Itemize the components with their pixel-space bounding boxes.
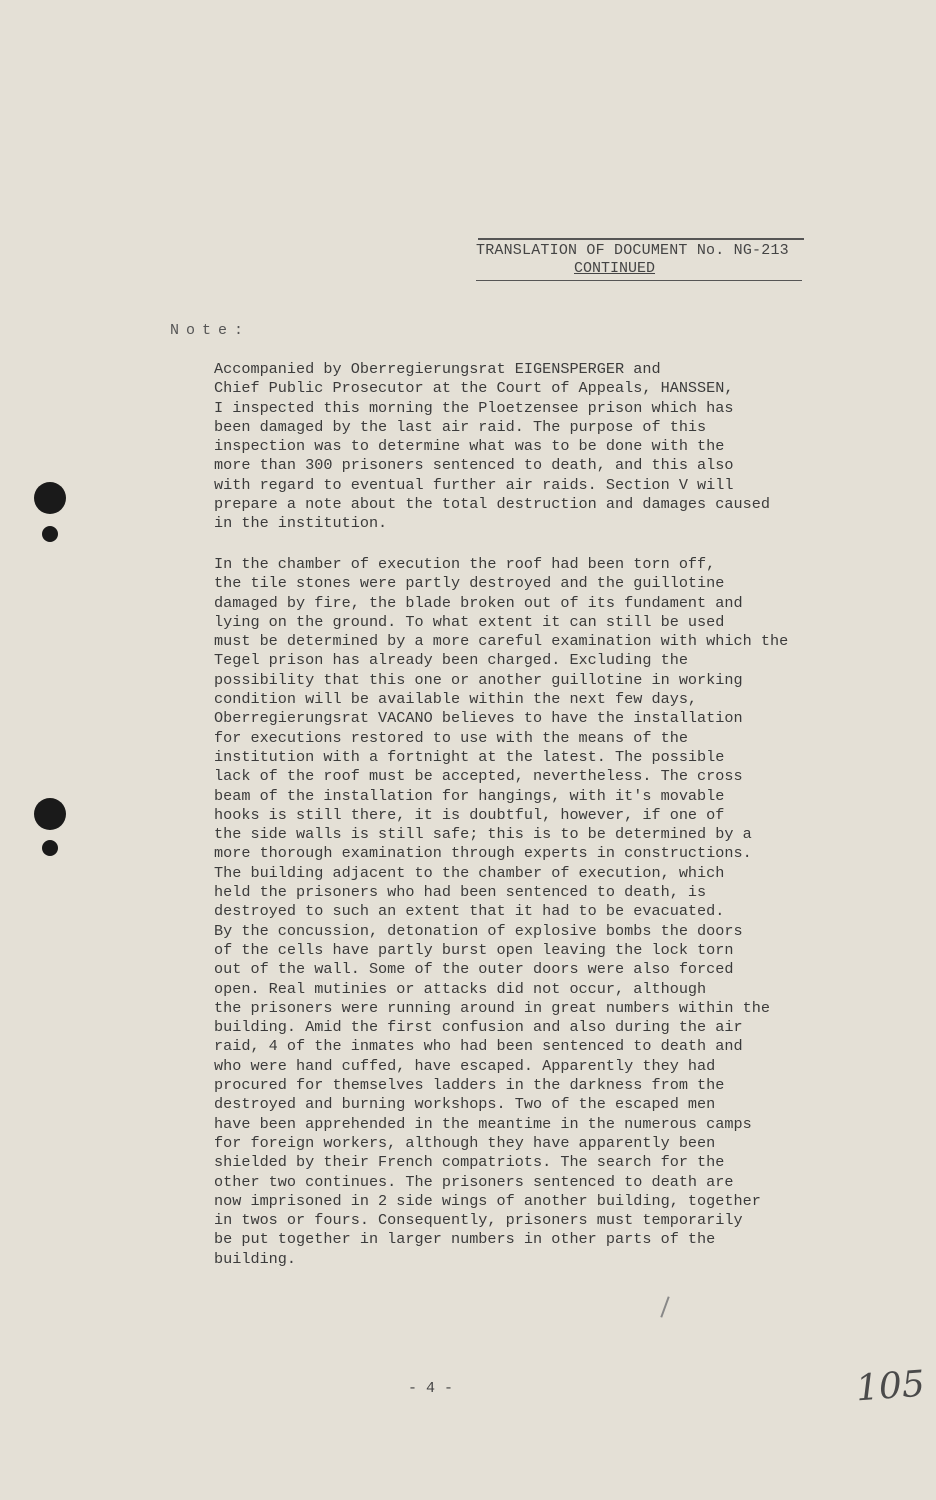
text-line: building. Amid the first confusion and also during the air	[214, 1018, 743, 1037]
punch-hole-bottom-small	[42, 840, 58, 856]
paragraph-2	[214, 555, 824, 1269]
text-line: must be determined by a more careful examination with which the	[214, 632, 789, 651]
text-line: who were hand cuffed, have escaped. Apparently they had	[214, 1056, 716, 1075]
punch-hole-top	[34, 482, 66, 514]
pencil-mark	[660, 1296, 669, 1317]
text-line: held the prisoners who had been sentenced to death, is	[214, 883, 707, 902]
text-line: destroyed and burning workshops. Two of the escaped men	[214, 1095, 716, 1114]
text-line: lying on the ground. To what extent it can still be used	[214, 612, 725, 631]
handwritten-page-number: 105	[854, 1363, 927, 1410]
punch-hole-top-small	[42, 526, 58, 542]
text-line: In the chamber of execution the roof had been torn off,	[214, 555, 716, 573]
note-label: Note:	[170, 322, 251, 339]
text-line: condition will be available within the next few days,	[214, 690, 698, 709]
text-line: for foreign workers, although they have apparently been	[214, 1133, 716, 1152]
text-line: damaged by fire, the blade broken out of its fundament and	[214, 593, 743, 612]
text-line: now imprisoned in 2 side wings of another building, together	[214, 1191, 761, 1210]
text-line: open. Real mutinies or attacks did not occur, although	[214, 979, 707, 998]
text-line: the tile stones were partly destroyed and the guillotine	[214, 574, 725, 593]
text-line: destroyed to such an extent that it had to be evacuated.	[214, 902, 725, 921]
header-continued: CONTINUED	[574, 260, 656, 277]
text-line: institution with a fortnight at the latest. The possible	[214, 747, 725, 766]
text-line: procured for themselves ladders in the darkness from the	[214, 1076, 725, 1095]
text-line: Accompanied by Oberregierungsrat EIGENSPERGER and	[214, 360, 661, 378]
text-line: have been apprehended in the meantime in the numerous camps	[214, 1114, 752, 1133]
punch-hole-bottom	[34, 798, 66, 830]
text-line: shielded by their French compatriots. The search for the	[214, 1153, 725, 1172]
document-header	[476, 238, 816, 281]
page-footer: - 4 -	[408, 1380, 454, 1397]
text-line: raid, 4 of the inmates who had been sentenced to death and	[214, 1037, 743, 1056]
paragraph-1	[214, 360, 824, 534]
header-rule-bottom	[476, 280, 802, 281]
text-line: The building adjacent to the chamber of execution, which	[214, 863, 725, 882]
text-line: By the concussion, detonation of explosive bombs the doors	[214, 921, 743, 940]
text-line: Tegel prison has already been charged. Excluding the	[214, 651, 688, 670]
text-line: more than 300 prisoners sentenced to death, and this also	[214, 456, 734, 475]
text-line: the prisoners were running around in great numbers within the	[214, 998, 770, 1017]
text-line: been damaged by the last air raid. The purpose of this	[214, 417, 707, 436]
text-line: of the cells have partly burst open leaving the lock torn	[214, 940, 734, 959]
text-line: beam of the installation for hangings, with it's movable	[214, 786, 725, 805]
text-line: building.	[214, 1249, 297, 1268]
text-line: prepare a note about the total destruction and damages caused	[214, 495, 770, 514]
text-line: the side walls is still safe; this is to be determined by a	[214, 825, 752, 844]
text-line: be put together in larger numbers in other parts of the	[214, 1230, 716, 1249]
text-line: hooks is still there, it is doubtful, however, if one of	[214, 805, 725, 824]
text-line: possibility that this one or another guillotine in working	[214, 670, 743, 689]
header-title: TRANSLATION OF DOCUMENT No. NG-213	[476, 242, 789, 259]
text-line: out of the wall. Some of the outer doors were also forced	[214, 960, 734, 979]
text-line: for executions restored to use with the means of the	[214, 728, 688, 747]
text-line: inspection was to determine what was to be done with the	[214, 437, 725, 456]
text-line: other two continues. The prisoners sentenced to death are	[214, 1172, 734, 1191]
text-line: Chief Public Prosecutor at the Court of Appeals, HANSSEN,	[214, 379, 734, 398]
text-line: in the institution.	[214, 514, 388, 533]
text-line: with regard to eventual further air raids. Section V will	[214, 475, 734, 494]
text-line: I inspected this morning the Ploetzensee prison which has	[214, 398, 734, 417]
text-line: Oberregierungsrat VACANO believes to have the installation	[214, 709, 743, 728]
text-line: in twos or fours. Consequently, prisoners must temporarily	[214, 1211, 743, 1230]
text-line: lack of the roof must be accepted, nevertheless. The cross	[214, 767, 743, 786]
header-rule-top	[478, 238, 804, 240]
text-line: more thorough examination through experts in constructions.	[214, 844, 752, 863]
